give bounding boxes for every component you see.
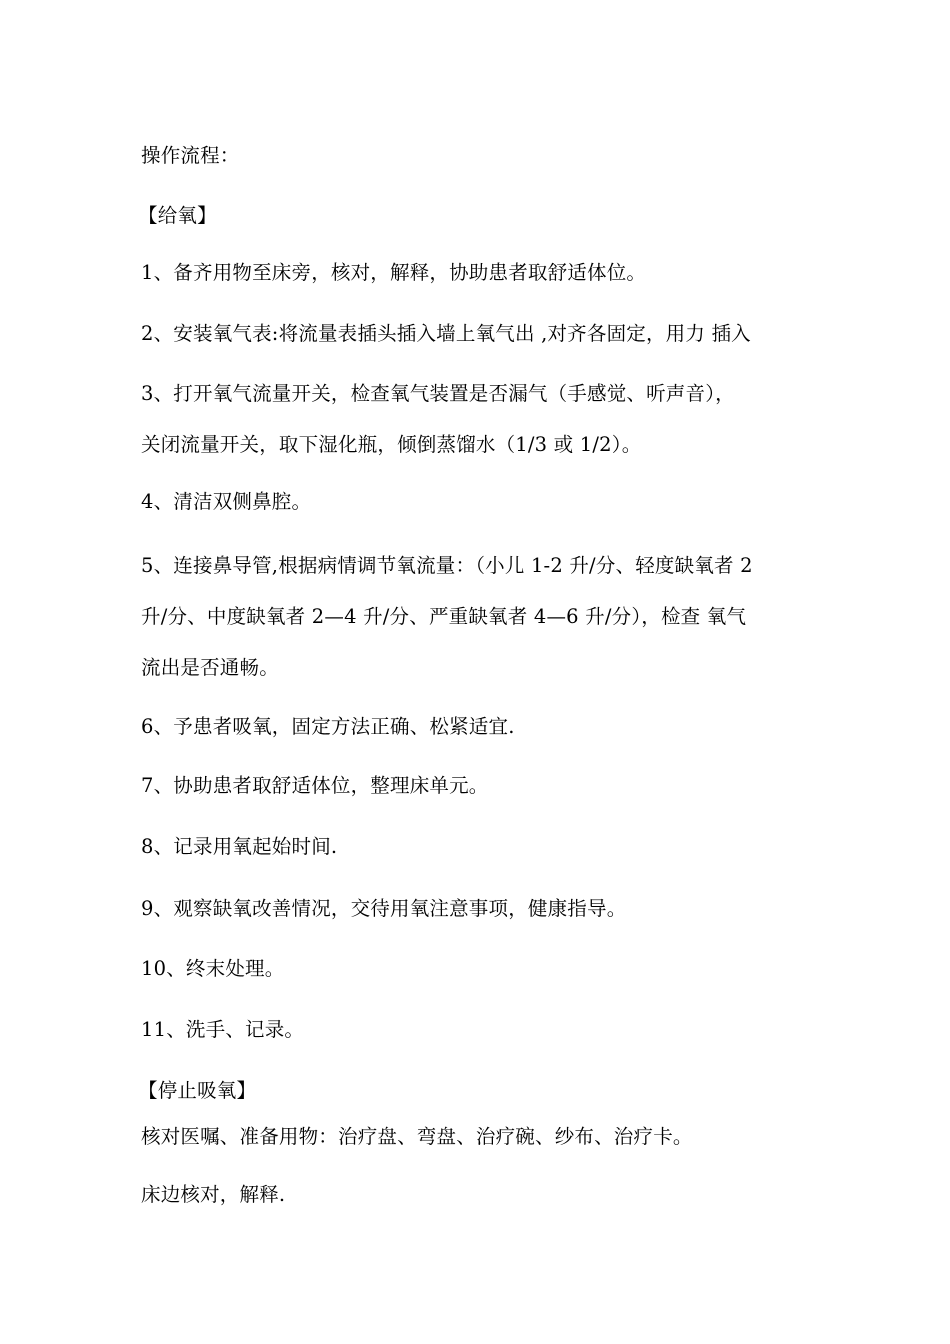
body-line: 床边核对，解释. xyxy=(141,1183,286,1206)
page-heading: 操作流程： xyxy=(141,144,240,167)
step-line: 升/分、中度缺氧者 2—4 升/分、严重缺氧者 4—6 升/分），检查 氧气 xyxy=(141,605,747,628)
step-line: 11、洗手、记录。 xyxy=(141,1018,305,1041)
body-line: 核对医嘱、准备用物：治疗盘、弯盘、治疗碗、纱布、治疗卡。 xyxy=(141,1125,693,1148)
step-line: 9、观察缺氧改善情况，交待用氧注意事项，健康指导。 xyxy=(141,897,627,920)
step-line: 6、予患者吸氧，固定方法正确、松紧适宜. xyxy=(141,715,515,738)
step-line: 5、连接鼻导管,根据病情调节氧流量：（小儿 1-2 升/分、轻度缺氧者 2 xyxy=(141,554,753,577)
step-line: 8、记录用氧起始时间. xyxy=(141,835,338,858)
step-line: 3、打开氧气流量开关，检查氧气装置是否漏气（手感觉、听声音）， xyxy=(141,382,735,405)
step-line: 10、终末处理。 xyxy=(141,957,285,980)
step-line: 关闭流量开关，取下湿化瓶，倾倒蒸馏水（1/3 或 1/2）。 xyxy=(141,433,642,456)
step-line: 4、清洁双侧鼻腔。 xyxy=(141,490,312,513)
step-line: 流出是否通畅。 xyxy=(141,656,279,679)
section-title-stop-oxygen: 【停止吸氧】 xyxy=(138,1079,257,1102)
step-line: 2、安装氧气表:将流量表插头插入墙上氧气出 ,对齐各固定，用力 插入 xyxy=(141,322,751,345)
section-title-oxygen: 【给氧】 xyxy=(138,204,217,227)
step-line: 7、协助患者取舒适体位，整理床单元。 xyxy=(141,774,489,797)
step-line: 1、备齐用物至床旁，核对，解释，协助患者取舒适体位。 xyxy=(141,261,647,284)
